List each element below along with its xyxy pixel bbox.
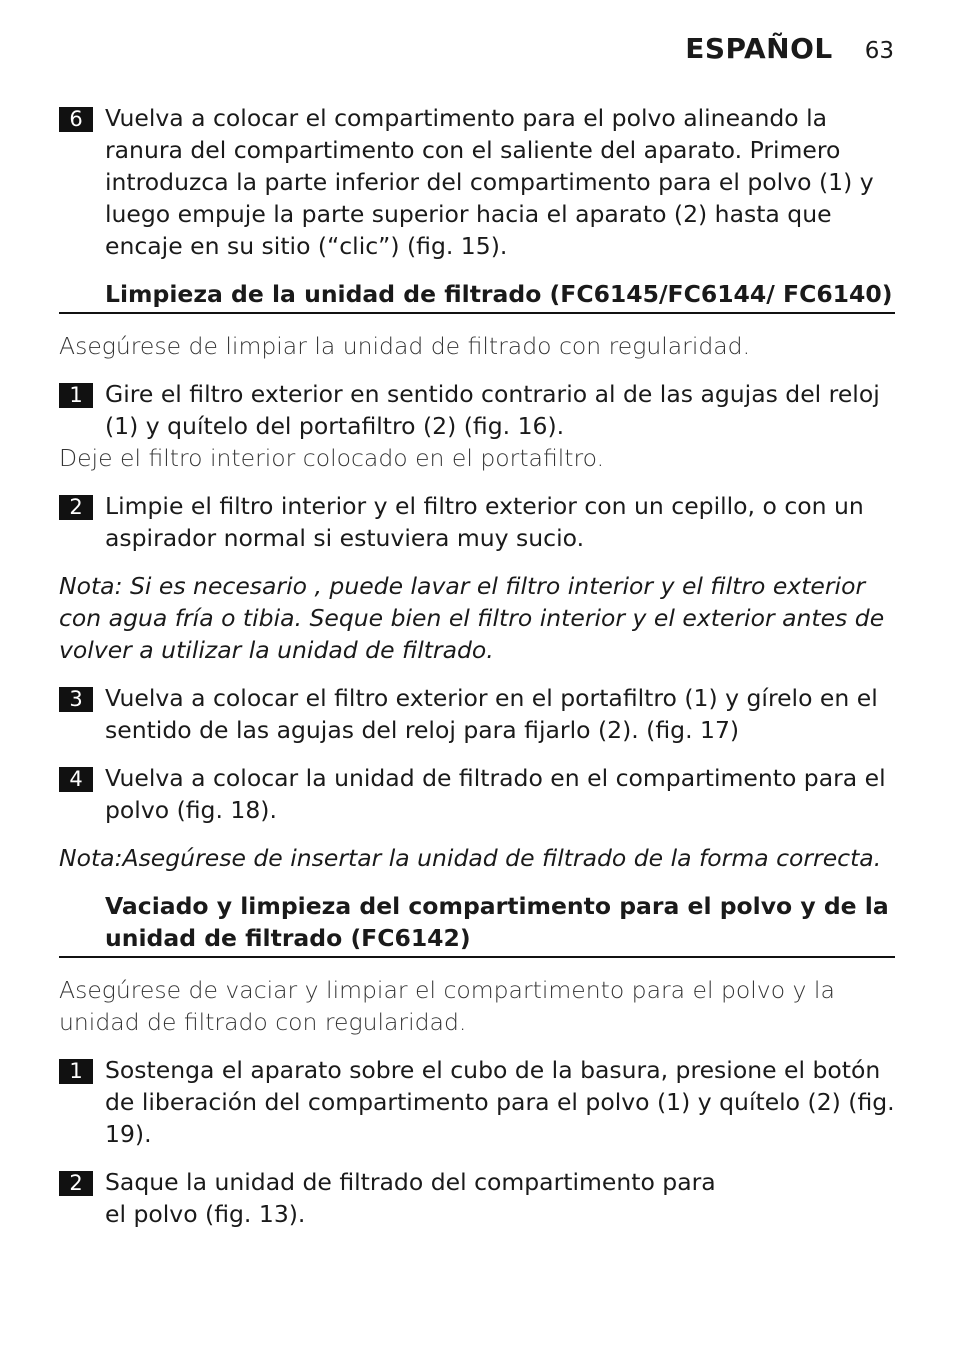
step-2 xyxy=(59,490,895,554)
step-text: Limpie el filtro interior y el filtro exterior con un cepillo, o con un aspirador normal si estuviera muy sucio. xyxy=(105,492,864,552)
page-header xyxy=(685,32,894,65)
page-content xyxy=(59,102,895,1246)
section-heading-filter-cleaning: Limpieza de la unidad de filtrado (FC6145/FC6144/ FC6140) xyxy=(59,278,895,314)
step-number-badge: 4 xyxy=(59,767,93,792)
section-intro: Asegúrese de limpiar la unidad de filtrado con regularidad. xyxy=(59,332,751,360)
step-number-badge: 1 xyxy=(59,383,93,408)
step-number-badge: 3 xyxy=(59,687,93,712)
section-heading-emptying: Vaciado y limpieza del compartimento para el polvo y de la unidad de filtrado (FC6142) xyxy=(59,890,895,958)
step-1 xyxy=(59,378,895,442)
note-washing: Nota: Si es necesario , puede lavar el filtro interior y el filtro exterior con agua fría o tibia. Seque bien el filtro interior y el exterior antes de volver a utilizar la unidad de filtrado. xyxy=(59,572,885,664)
step-1 xyxy=(59,1054,895,1150)
language-label: ESPAÑOL xyxy=(685,32,833,65)
step-1-followup: Deje el filtro interior colocado en el portafiltro. xyxy=(59,444,605,472)
step-text: Sostenga el aparato sobre el cubo de la basura, presione el botón de liberación del compartimento para el polvo (1) y quítelo (2) (fig. 19). xyxy=(105,1056,895,1148)
step-number-badge: 2 xyxy=(59,495,93,520)
step-text: Saque la unidad de filtrado del compartimento para el polvo (fig. 13). xyxy=(105,1168,716,1228)
step-text: Vuelva a colocar el compartimento para el polvo alineando la ranura del compartimento con el saliente del aparato. Primero introduzca la parte inferior del compartimento para el polvo (1) y luego empuje la parte superior hacia el aparato (2) hasta que encaje en su sitio (“clic”) (fig. 15). xyxy=(105,104,874,260)
step-4 xyxy=(59,762,895,826)
note-insertion: Nota:Asegúrese de insertar la unidad de filtrado de la forma correcta. xyxy=(59,844,882,872)
step-text: Vuelva a colocar el filtro exterior en el portafiltro (1) y gírelo en el sentido de las agujas del reloj para fijarlo (2). (fig. 17) xyxy=(105,684,878,744)
step-3 xyxy=(59,682,895,746)
step-number-badge: 2 xyxy=(59,1171,93,1196)
step-text: Vuelva a colocar la unidad de filtrado en el compartimento para el polvo (fig. 18). xyxy=(105,764,886,824)
page-number: 63 xyxy=(864,38,894,64)
section-intro: Asegúrese de vaciar y limpiar el compartimento para el polvo y la unidad de filtrado con regularidad. xyxy=(59,976,835,1036)
step-2 xyxy=(59,1166,895,1230)
step-number-badge: 1 xyxy=(59,1059,93,1084)
step-6 xyxy=(59,102,895,262)
step-number-badge: 6 xyxy=(59,107,93,132)
step-text: Gire el filtro exterior en sentido contrario al de las agujas del reloj (1) y quítelo del portafiltro (2) (fig. 16). xyxy=(105,380,880,440)
